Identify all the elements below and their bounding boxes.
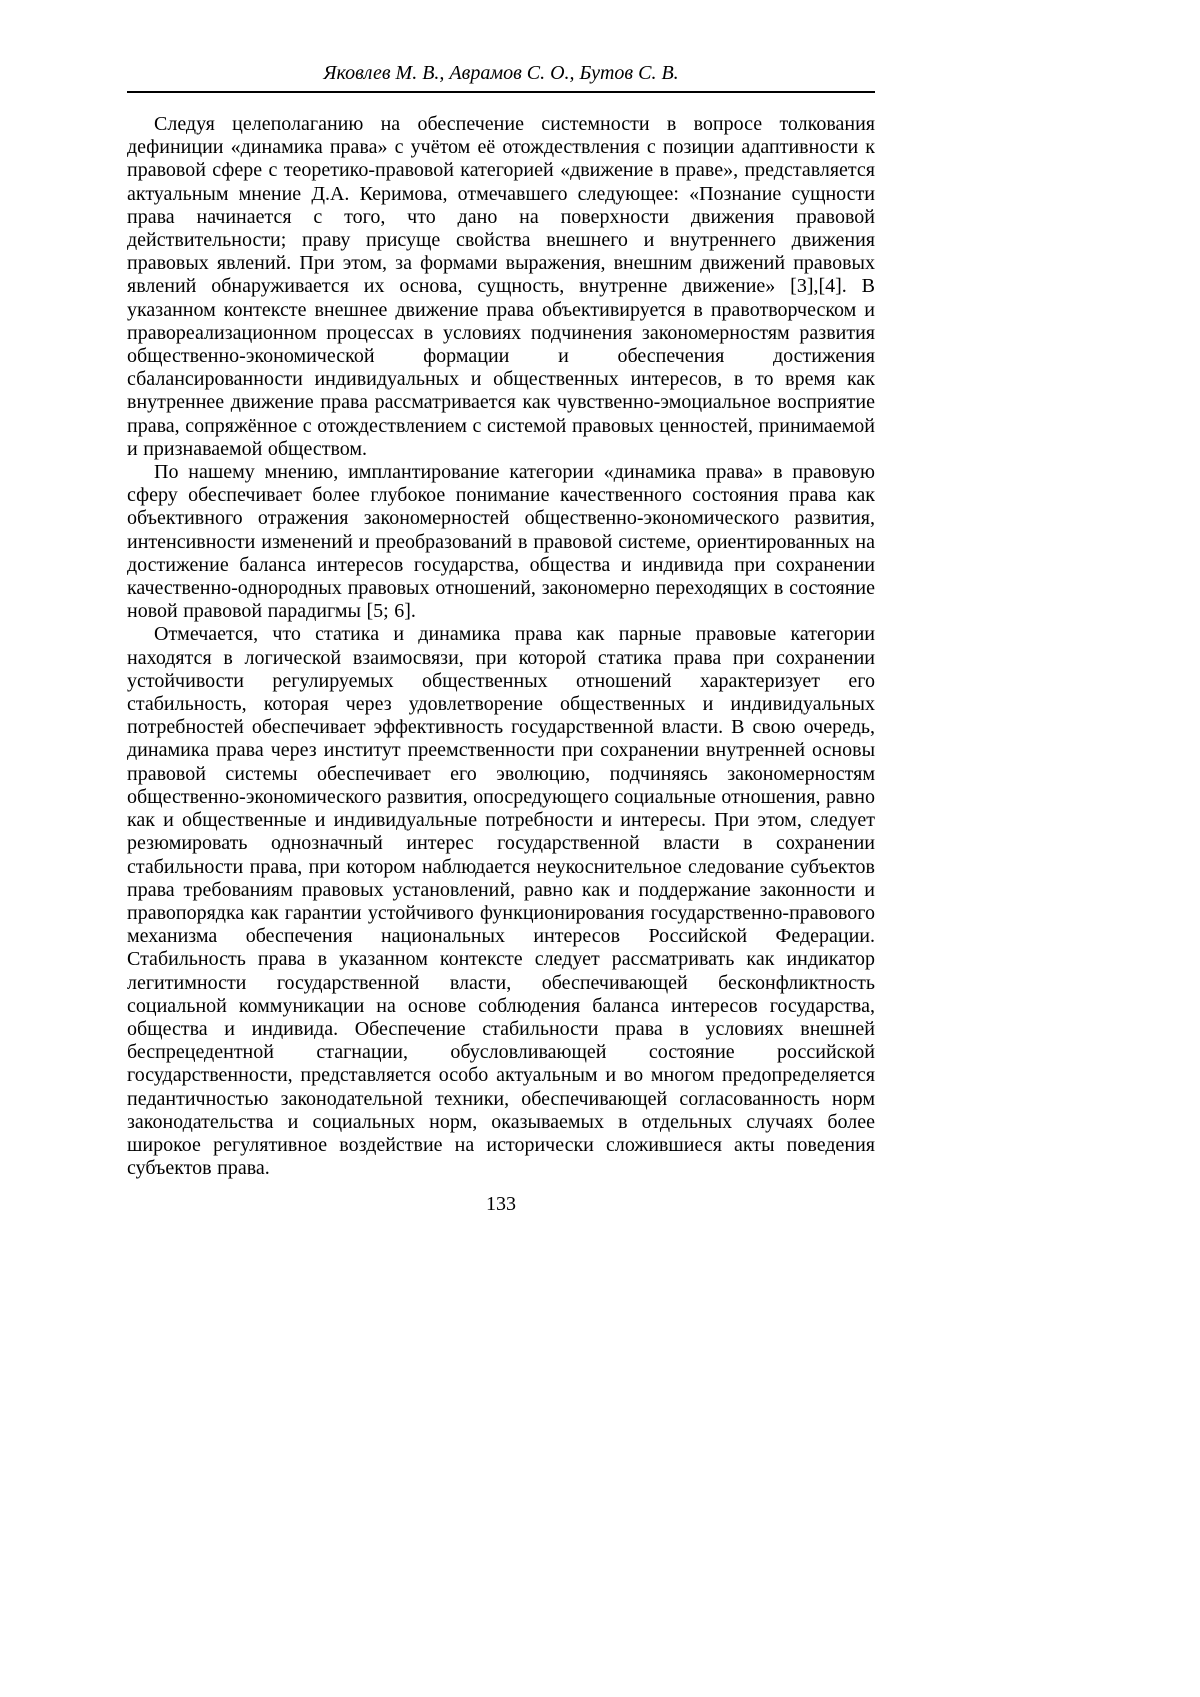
- page-number: 133: [486, 1193, 516, 1216]
- running-header-authors: Яковлев М. В., Аврамов С. О., Бутов С. В.: [323, 62, 679, 84]
- paragraph: По нашему мнению, имплантирование категории «динамика права» в правовую сферу обеспечивает более глубокое понимание качественного состояния права как объективного отражения закономерностей общественно-экономического развития, интенсивности изменений и преобразований в правовой системе, ориентированных на достижение баланса интересов государства, общества и индивида при сохранении качественно-однородных правовых отношений, закономерно переходящих в состояние новой правовой парадигмы [5; 6].: [127, 461, 875, 623]
- article-body: [127, 113, 875, 1180]
- text-column: [127, 62, 875, 1216]
- header-rule: [127, 91, 875, 93]
- paragraph: Следуя целеполаганию на обеспечение системности в вопросе толкования дефиниции «динамика права» с учётом её отождествления с позиции адаптивности к правовой сфере с теоретико-правовой категорией «движение в праве», представляется актуальным мнение Д.А. Керимова, отмечавшего следующее: «Познание сущности права начинается с того, что дано на поверхности движения правовой действительности; праву присуще свойства внешнего и внутреннего движения правовых явлений. При этом, за формами выражения, внешним движений правовых явлений обнаруживается их основа, сущность, внутренне движение» [3],[4]. В указанном контексте внешнее движение права объективируется в правотворческом и правореализационном процессах в условиях подчинения закономерностям развития общественно-экономической формации и обеспечения достижения сбалансированности индивидуальных и общественных интересов, в то время как внутреннее движение права рассматривается как чувственно-эмоциальное восприятие права, сопряжённое с отождествлением с системой правовых ценностей, принимаемой и признаваемой обществом.: [127, 113, 875, 460]
- paragraph: Отмечается, что статика и динамика права как парные правовые категории находятся в логической взаимосвязи, при которой статика права при сохранении устойчивости регулируемых общественных отношений характеризует его стабильность, которая через удовлетворение общественных и индивидуальных потребностей обеспечивает эффективность государственной власти. В свою очередь, динамика права через институт преемственности при сохранении внутренней основы правовой системы обеспечивает его эволюцию, подчиняясь закономерностям общественно-экономического развития, опосредующего социальные отношения, равно как и общественные и индивидуальные потребности и интересы. При этом, следует резюмировать однозначный интерес государственной власти в сохранении стабильности права, при котором наблюдается неукоснительное следование субъектов права требованиям правовых установлений, равно как и поддержание законности и правопорядка как гарантии устойчивого функционирования государственно-правового механизма обеспечения национальных интересов Российской Федерации. Стабильность права в указанном контексте следует рассматривать как индикатор легитимности государственной власти, обеспечивающей бесконфликтность социальной коммуникации на основе соблюдения баланса интересов государства, общества и индивида. Обеспечение стабильности права в условиях внешней беспрецедентной стагнации, обусловливающей состояние российской государственности, представляется особо актуальным и во многом предопределяется педантичностью законодательной техники, обеспечивающей согласованность норм законодательства и социальных норм, оказываемых в отдельных случаях более широкое регулятивное воздействие на исторически сложившиеся акты поведения субъектов права.: [127, 623, 875, 1180]
